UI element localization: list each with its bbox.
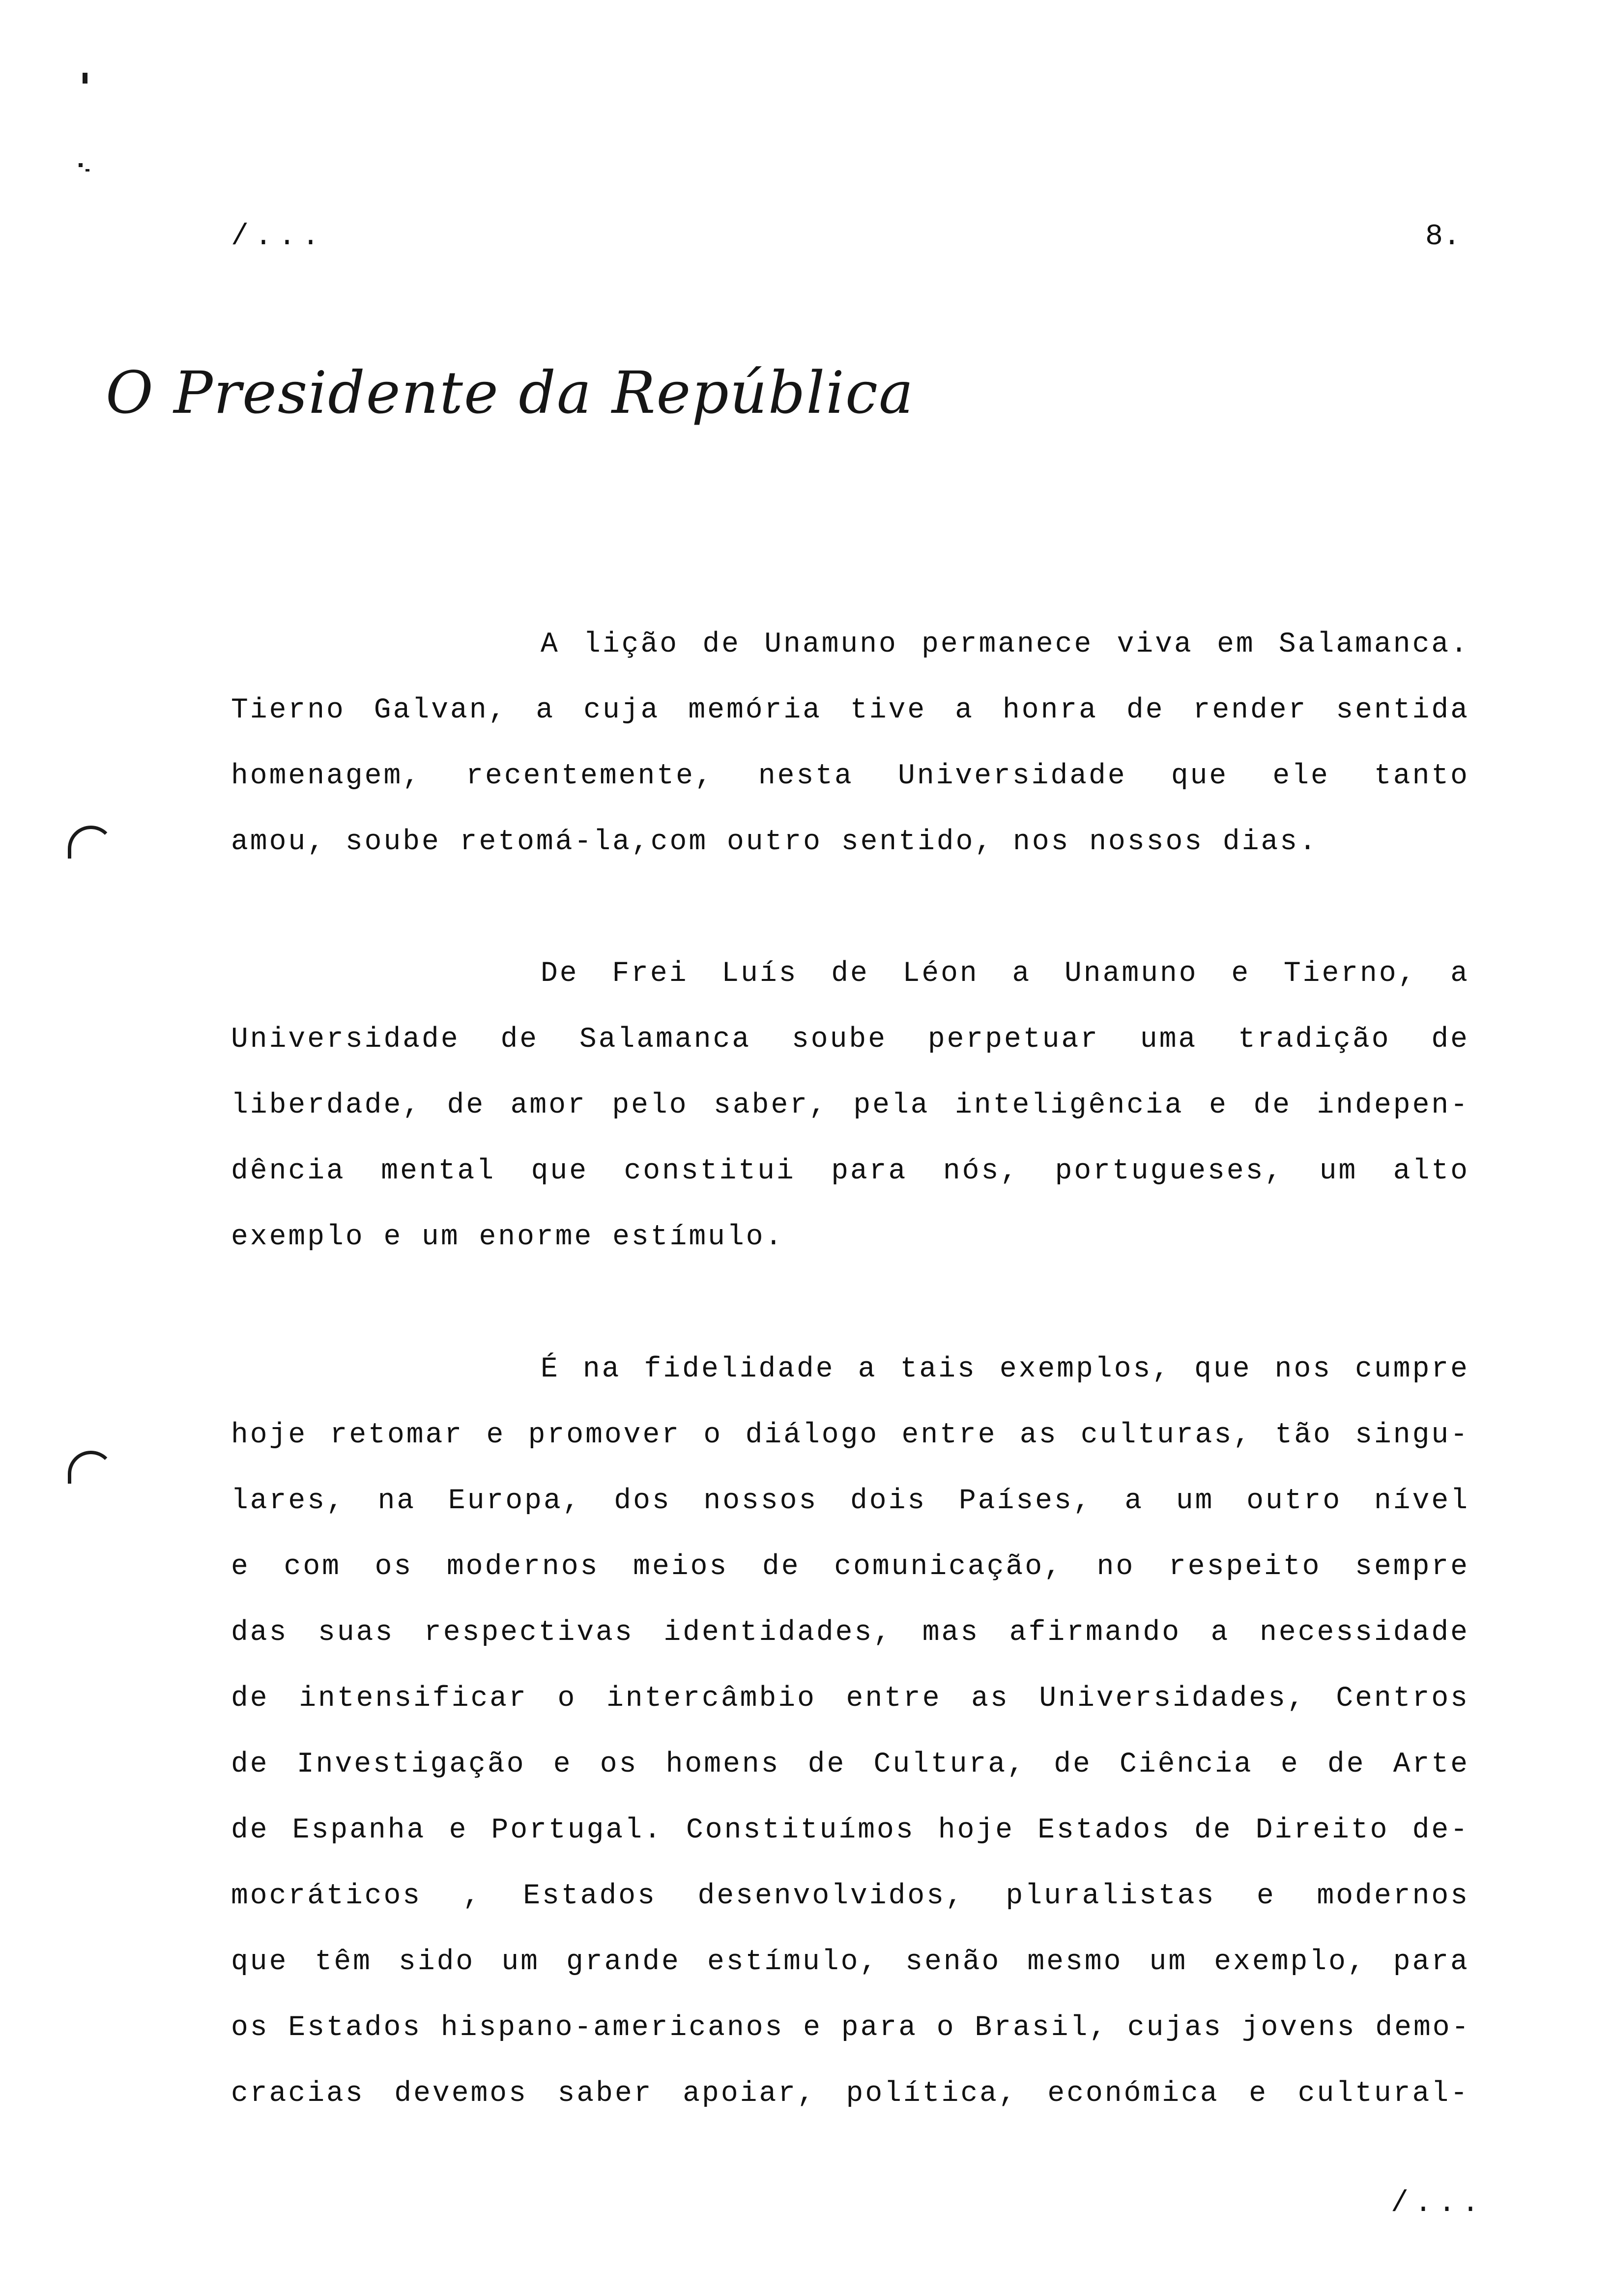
paragraph-line: de intensificar o intercâmbio entre as Universidades, Centros xyxy=(231,1683,1469,1715)
punch-hole-mark xyxy=(68,826,114,859)
paragraph-line: liberdade, de amor pelo saber, pela inteligência e de indepen- xyxy=(231,1090,1469,1121)
margin-mark xyxy=(86,169,89,172)
letterhead-title: O Presidente da República xyxy=(106,359,915,427)
paragraph-line: Tierno Galvan, a cuja memória tive a honra de render sentida xyxy=(231,694,1469,726)
paragraph-line: que têm sido um grande estímulo, senão mesmo um exemplo, para xyxy=(231,1946,1469,1978)
paragraph-line: mocráticos , Estados desenvolvidos, pluralistas e modernos xyxy=(231,1880,1469,1912)
paragraph-line: amou, soube retomá-la,com outro sentido, nos nossos dias. xyxy=(231,826,1318,858)
paragraph-line: exemplo e um enorme estímulo. xyxy=(231,1221,784,1253)
paragraph-line: Universidade de Salamanca soube perpetuar uma tradição de xyxy=(231,1024,1469,1056)
paragraph-3 xyxy=(231,1337,1469,2127)
paragraph-line: homenagem, recentemente, nesta Universidade que ele tanto xyxy=(231,760,1469,792)
paragraph-1 xyxy=(231,612,1469,875)
margin-mark xyxy=(79,163,83,167)
paragraph-line: lares, na Europa, dos nossos dois Países, a um outro nível xyxy=(231,1485,1469,1517)
paragraph-line: os Estados hispano-americanos e para o Brasil, cujas jovens demo- xyxy=(231,2012,1471,2044)
paragraph-2 xyxy=(231,941,1469,1270)
paragraph-line: dência mental que constitui para nós, portugueses, um alto xyxy=(231,1155,1469,1187)
header-continuation: /... xyxy=(231,220,326,254)
page-number: 8. xyxy=(1425,220,1461,254)
margin-mark xyxy=(83,73,87,84)
paragraph-line: de Investigação e os homens de Cultura, de Ciência e de Arte xyxy=(231,1749,1469,1780)
paragraph-line: A lição de Unamuno permanece viva em Salamanca. xyxy=(541,629,1469,660)
paragraph-line: das suas respectivas identidades, mas afirmando a necessidade xyxy=(231,1617,1469,1649)
paragraph-line: de Espanha e Portugal. Constituímos hoje Estados de Direito de- xyxy=(231,1814,1469,1846)
paragraph-line: De Frei Luís de Léon a Unamuno e Tierno, a xyxy=(541,958,1469,990)
paragraph-line: cracias devemos saber apoiar, política, económica e cultural- xyxy=(231,2078,1469,2110)
paragraph-line: hoje retomar e promover o diálogo entre as culturas, tão singu- xyxy=(231,1419,1469,1451)
footer-continuation: /... xyxy=(1391,2187,1486,2220)
paragraph-line: e com os modernos meios de comunicação, no respeito sempre xyxy=(231,1551,1469,1583)
punch-hole-mark xyxy=(68,1451,114,1484)
paragraph-line: É na fidelidade a tais exemplos, que nos cumpre xyxy=(541,1353,1469,1385)
